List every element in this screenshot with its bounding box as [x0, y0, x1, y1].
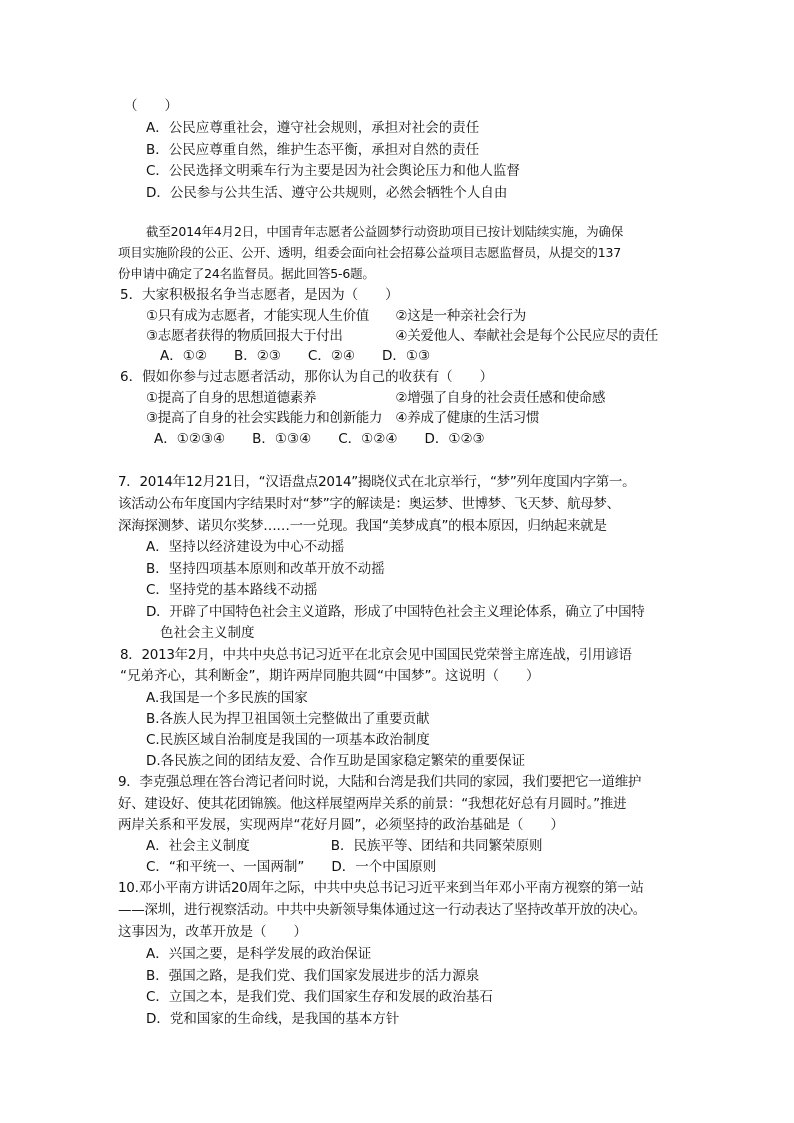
q10-stem-line-1: 10.邓小平南方讲话20周年之际，中共中央总书记习近平来到当年邓小平南方视察的第一站: [118, 880, 644, 896]
q10-option-d: D．党和国家的生命线，是我国的基本方针: [146, 1011, 400, 1027]
q8-stem-line-2: “兄弟齐心，其利断金”，期许两岸同胞共圆“中国梦”。这说明（ ）: [120, 668, 540, 684]
q4-option-a: A．公民应尊重社会，遵守社会规则，承担对社会的责任: [146, 120, 480, 136]
q4-option-d: D．公民参与公共生活、遵守公共规则，必然会牺牲个人自由: [146, 185, 508, 201]
passage-line-2: 项目实施阶段的公正、公开、透明，组委会面向社会招募公益项目志愿监督员，从提交的137: [118, 245, 621, 260]
q8-option-c: C.民族区域自治制度是我国的一项基本政治制度: [146, 732, 430, 748]
q7-option-c: C．坚持党的基本路线不动摇: [146, 582, 318, 598]
q7-stem-line-1: 7．2014年12月21日，“汉语盘点2014”揭晓仪式在北京举行，“梦”列年度国内字第一。: [118, 474, 636, 490]
q4-option-b: B．公民应尊重自然，维护生态平衡，承担对自然的责任: [146, 142, 480, 158]
q5-choices: A．①② B．②③ C．②④ D．①③: [160, 348, 431, 364]
q7-option-a: A．坚持以经济建设为中心不动摇: [146, 539, 345, 555]
q8-option-a: A.我国是一个多民族的国家: [146, 690, 308, 706]
q10-option-a: A．兴国之要，是科学发展的政治保证: [146, 946, 372, 962]
q9-stem-line-1: 9．李克强总理在答台湾记者问时说，大陆和台湾是我们共同的家园，我们要把它一道维护: [118, 774, 642, 790]
q10-stem-line-3: 这事因为，改革开放是（ ）: [118, 924, 307, 940]
q8-stem-line-1: 8．2013年2月，中共中央总书记习近平在北京会见中国国民党荣誉主席连战，引用谚语: [120, 647, 632, 663]
q5-stem: 5．大家积极报名争当志愿者，是因为（ ）: [120, 287, 399, 303]
q7-option-d-cont: 色社会主义制度: [160, 625, 255, 641]
q8-option-d: D.各民族之间的团结友爱、合作互助是国家稳定繁荣的重要保证: [146, 753, 526, 769]
q10-stem-line-2: ——深圳，进行视察活动。中共中央新领导集体通过这一行动表达了坚持改革开放的决心。: [118, 902, 646, 918]
passage-line-1: 截至2014年4月2日，中国青年志愿者公益圆梦行动资助项目已按计划陆续实施，为确保: [146, 224, 624, 239]
q6-choices: A．①②③④ B．①③④ C．①②④ D．①②③: [154, 431, 485, 447]
q9-stem-line-2: 好、建设好、使其花团锦簇。他这样展望两岸关系的前景：“我想花好总有月圆时。”推进: [118, 796, 627, 812]
q10-option-b: B．强国之路，是我们党、我们国家发展进步的活力源泉: [146, 968, 480, 984]
q10-option-c: C．立国之本，是我们党、我们国家生存和发展的政治基石: [146, 989, 493, 1005]
q7-stem-line-2: 该活动公布年度国内字结果时对“梦”字的解读是：奥运梦、世博梦、飞天梦、航母梦、: [118, 496, 620, 512]
q9-options-cd: C．“和平统一、一国两制” D．一个中国原则: [146, 859, 437, 875]
q5-item-2: ③志愿者获得的物质回报大于付出 ④关爱他人、奉献社会是每个公民应尽的责任: [146, 328, 659, 344]
q7-stem-line-3: 深海探测梦、诺贝尔奖梦……一一兑现。我国“美梦成真”的根本原因，归纳起来就是: [118, 518, 607, 534]
q4-option-c: C．公民选择文明乘车行为主要是因为社会舆论压力和他人监督: [146, 163, 520, 179]
q6-stem: 6．假如你参与过志愿者活动，那你认为自己的收获有（ ）: [120, 369, 494, 385]
q9-stem-line-3: 两岸关系和平发展，实现两岸“花好月圆”，必须坚持的政治基础是（ ）: [118, 817, 564, 833]
q8-option-b: B.各族人民为捍卫祖国领土完整做出了重要贡献: [146, 711, 430, 727]
q7-option-d: D．开辟了中国特色社会主义道路，形成了中国特色社会主义理论体系，确立了中国特: [146, 604, 645, 620]
q4-answer-paren: （ ）: [124, 98, 178, 114]
q6-item-2: ③提高了自身的社会实践能力和创新能力 ④养成了健康的生活习惯: [146, 410, 540, 426]
q5-item-1: ①只有成为志愿者，才能实现人生价值 ②这是一种亲社会行为: [146, 308, 527, 324]
passage-line-3: 份申请中确定了24名监督员。据此回答5-6题。: [118, 266, 375, 281]
q9-options-ab: A．社会主义制度 B．民族平等、团结和共同繁荣原则: [146, 838, 543, 854]
q6-item-1: ①提高了自身的思想道德素养 ②增强了自身的社会责任感和使命感: [146, 390, 606, 406]
q7-option-b: B．坚持四项基本原则和改革开放不动摇: [146, 561, 385, 577]
